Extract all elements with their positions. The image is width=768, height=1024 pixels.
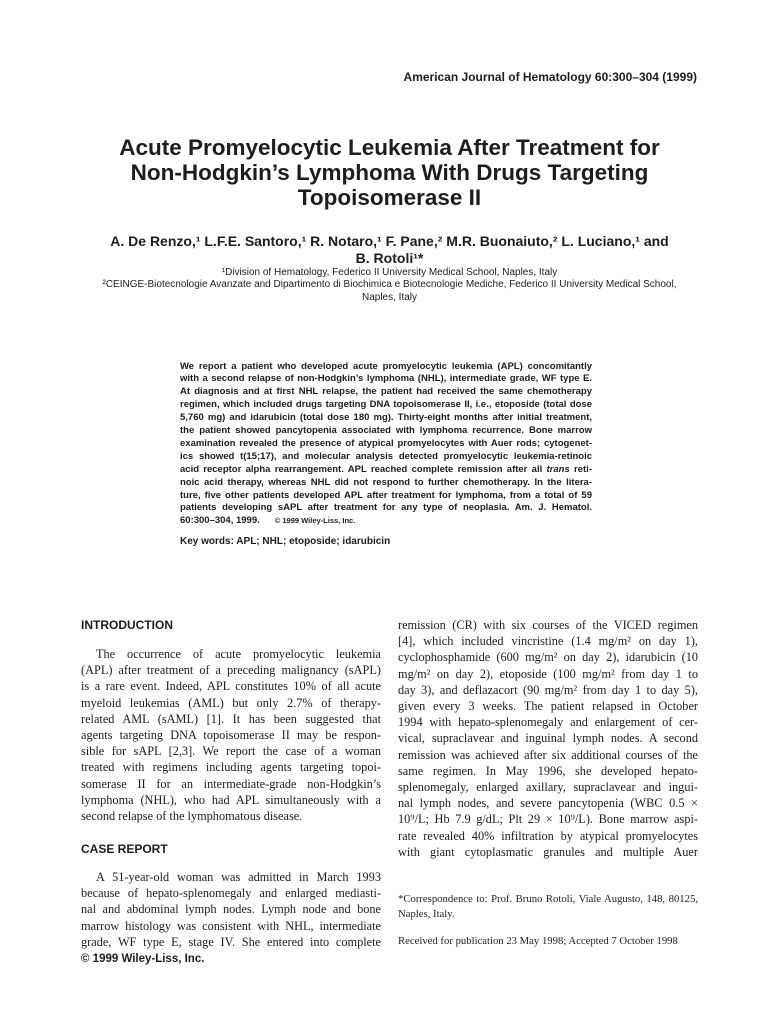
body-line: cyclophosphamide (600 mg/m² on day 2), idarubicin (10 — [398, 650, 698, 665]
footnote-line: *Correspondence to: Prof. Bruno Rotoli, Viale Augusto, 148, 80125, — [398, 892, 698, 905]
body-line: myeloid leukemias (AML) but only 2.7% of therapy- — [81, 695, 381, 710]
abstract-citation: 60:300–304, 1999. — [180, 515, 260, 527]
body-line: with giant cytoplasmatic granules and multiple Auer — [398, 844, 698, 859]
received-dates: Received for publication 23 May 1998; Accepted 7 October 1998 — [398, 934, 678, 947]
affiliation-list — [81, 267, 698, 305]
body-line: 1994 with hepato-splenomegaly and enlargement of cer- — [398, 715, 698, 730]
journal-header: American Journal of Hematology 60:300–304 (1999) — [403, 70, 697, 84]
body-line: related AML (sAML) [1]. It has been suggested that — [81, 711, 381, 726]
body-line: marrow histology was consistent with NHL, intermediate — [81, 918, 381, 933]
abstract-line: 5,760 mg) and idarubicin (total dose 180 mg). Thirty-eight months after initial treatment, — [180, 412, 592, 424]
abstract-line: patients developing sAPL after treatment for any type of neoplasia. Am. J. Hematol. — [180, 502, 592, 514]
body-line: day 3), and deflazacort (90 mg/m² from day 1 to day 5), — [398, 682, 698, 697]
body-line: splenomegaly, enlarged axillary, supraclavear and ingui- — [398, 780, 698, 795]
title-line: Non-Hodgkin’s Lymphoma With Drugs Targeting — [130, 159, 649, 185]
author-line: A. De Renzo,¹ L.F.E. Santoro,¹ R. Notaro,¹ F. Pane,² M.R. Buonaiuto,² L. Luciano,¹ and — [110, 232, 669, 249]
body-line: grade, WF type E, stage IV. She entered into complete — [81, 934, 381, 949]
author-line: B. Rotoli¹* — [355, 249, 424, 266]
author-list — [81, 233, 698, 267]
abstract-line: At diagnosis and at first NHL relapse, the patient had received the same chemotherapy — [180, 386, 592, 398]
introduction-paragraph — [81, 646, 381, 824]
footnote-line: Naples, Italy. — [398, 907, 455, 920]
body-line: second relapse of the lymphomatous disease. — [81, 809, 303, 824]
body-line: sible for sAPL [2,3]. We report the case of a woman — [81, 744, 381, 759]
abstract-line — [180, 515, 592, 528]
abstract — [180, 361, 592, 529]
keywords: Key words: APL; NHL; etoposide; idarubicin — [180, 536, 391, 547]
body-line: rate revealed 40% infiltration by atypical promyelocytes — [398, 828, 698, 843]
abstract-line: noic acid therapy, whereas NHL did not respond to further chemotherapy. In the litera- — [180, 476, 592, 488]
body-line: mg/m² on day 2), etoposide (100 mg/m² from day 1 to — [398, 666, 698, 681]
abstract-line: ics showed t(15;17), and molecular analysis detected promyelocytic leukemia-retinoic — [180, 450, 592, 462]
right-column — [398, 617, 698, 860]
body-line: 10⁹/L; Hb 7.9 g/dL; Plt 29 × 10⁹/L). Bone marrow aspi- — [398, 812, 698, 827]
body-line: somerase II for an intermediate-grade non-Hodgkin’s — [81, 776, 381, 791]
abstract-line: regimen, which included drugs targeting DNA topoisomerase II, i.e., etoposide (total dose — [180, 399, 592, 411]
abstract-line: the patient showed pancytopenia associated with lymphoma recurrence. Bone marrow — [180, 425, 592, 437]
abstract-line: examination revealed the presence of atypical promyelocytes with Auer rods; cytogenet- — [180, 437, 592, 449]
abstract-text: reti- — [569, 463, 592, 475]
body-line: lymphoma (NHL), who had APL simultaneously with a — [81, 792, 381, 807]
affiliation-line: ²CEINGE-Biotecnologie Avanzate and Dipartimento di Biochimica e Biotecnologie Mediche, Federico II University Medical School, — [102, 279, 677, 291]
body-line: The occurrence of acute promyelocytic leukemia — [96, 647, 381, 661]
section-heading-introduction: INTRODUCTION — [81, 618, 173, 632]
body-line: (APL) after treatment of a preceding malignancy (sAPL) — [81, 663, 381, 678]
affiliation-line: ¹Division of Hematology, Federico II University Medical School, Naples, Italy — [221, 266, 558, 278]
section-heading-case-report: CASE REPORT — [81, 842, 168, 856]
title-line: Acute Promyelocytic Leukemia After Treatment for — [119, 134, 660, 160]
abstract-line: with a second relapse of non-Hodgkin’s lymphoma (NHL), intermediate grade, WF type E. — [180, 373, 592, 385]
body-line: is a rare event. Indeed, APL constitutes 10% of all acute — [81, 679, 381, 694]
footer-copyright: © 1999 Wiley-Liss, Inc. — [81, 952, 205, 965]
abstract-copyright: © 1999 Wiley-Liss, Inc. — [274, 516, 356, 526]
body-line: because of hepato-splenomegaly and enlarged mediasti- — [81, 886, 381, 901]
affiliation-line: Naples, Italy — [361, 291, 418, 303]
abstract-line — [180, 464, 592, 477]
case-report-paragraph — [81, 869, 381, 950]
body-line: remission was achieved after six additional courses of the — [398, 747, 698, 762]
abstract-text: acid receptor alpha rearrangement. APL reached complete remission after all — [180, 463, 547, 475]
body-line: nal lymph nodes, and severe pancytopenia (WBC 0.5 × — [398, 796, 698, 811]
abstract-line: We report a patient who developed acute promyelocytic leukemia (APL) concomitantly — [180, 360, 592, 372]
body-line: given every 3 weeks. The patient relapsed in October — [398, 699, 698, 714]
body-line: agents targeting DNA topoisomerase II may be respon- — [81, 728, 381, 743]
body-line: remission (CR) with six courses of the VICED regimen — [398, 618, 698, 632]
abstract-italic-term: trans — [546, 463, 570, 475]
body-line: A 51-year-old woman was admitted in March 1993 — [96, 870, 381, 884]
title-line: Topoisomerase II — [297, 184, 482, 210]
article-title — [81, 135, 698, 210]
body-line: [4], which included vincristine (1.4 mg/m² on day 1), — [398, 634, 698, 649]
body-line: treated with regimens including agents targeting topoi- — [81, 760, 381, 775]
body-line: same regimen. In May 1996, she developed hepato- — [398, 763, 698, 778]
body-line: nal and abdominal lymph nodes. Lymph node and bone — [81, 902, 381, 917]
abstract-line: ture, five other patients developed APL after treatment for lymphoma, from a total of 59 — [180, 489, 592, 501]
body-line: vical, supraclavear and inguinal lymph nodes. A second — [398, 731, 698, 746]
footnote-correspondence — [398, 892, 698, 922]
